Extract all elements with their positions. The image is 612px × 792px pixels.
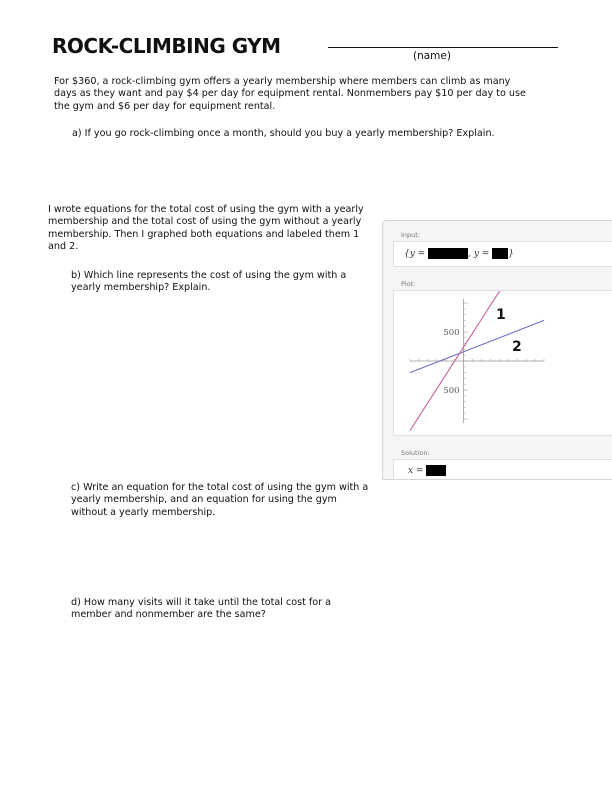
input-y2-text: , y = — [468, 249, 490, 259]
series-line-1 — [410, 320, 544, 372]
redacted-solution — [426, 465, 446, 476]
question-b: b) Which line represents the cost of using the gym with a yearly membership? Explain. — [71, 270, 347, 294]
name-label: (name) — [413, 50, 451, 62]
line-plot — [394, 291, 612, 435]
solution-pod — [393, 459, 612, 480]
y-tick-label-bottom: 500 — [443, 386, 460, 396]
solution-expression — [408, 465, 446, 476]
input-expression — [404, 248, 514, 259]
redacted-equation-1 — [428, 248, 468, 259]
input-label: Input: — [401, 231, 421, 239]
worksheet-title: ROCK-CLIMBING GYM — [52, 34, 281, 58]
question-a: a) If you go rock-climbing once a month, should you buy a yearly membership? Explain. — [72, 128, 495, 139]
input-pod — [393, 241, 612, 267]
name-line[interactable] — [328, 47, 558, 48]
redacted-equation-2 — [492, 248, 508, 259]
question-c: c) Write an equation for the total cost of using the gym with a yearly membership, and an equation for using the gym without a yearly membership. — [71, 482, 369, 518]
solution-label: Solution: — [401, 449, 430, 457]
wolfram-panel — [382, 220, 612, 480]
question-d: d) How many visits will it take until the total cost for a member and nonmember are the same? — [71, 597, 332, 621]
plot-pod — [393, 290, 612, 436]
input-y1-text: {y = — [404, 249, 426, 259]
problem-intro: For $360, a rock-climbing gym offers a yearly membership where members can climb as many days as they want and pay $4 per day for equipment rental. Nonmembers pay $10 per day to use the gym and $6 per day for equipment rental. — [54, 76, 526, 112]
series-label-1: 1 — [496, 307, 506, 323]
y-tick-label-top: 500 — [443, 328, 460, 338]
series-label-2: 2 — [512, 339, 522, 355]
solution-var: x = — [408, 466, 424, 476]
input-close-text: } — [508, 249, 514, 259]
graph-context: I wrote equations for the total cost of using the gym with a yearly membership and the total cost of using the gym without a yearly membership. Then I graphed both equations and labeled them 1 and 2. — [48, 204, 364, 253]
plot-label: Plot: — [401, 280, 416, 288]
